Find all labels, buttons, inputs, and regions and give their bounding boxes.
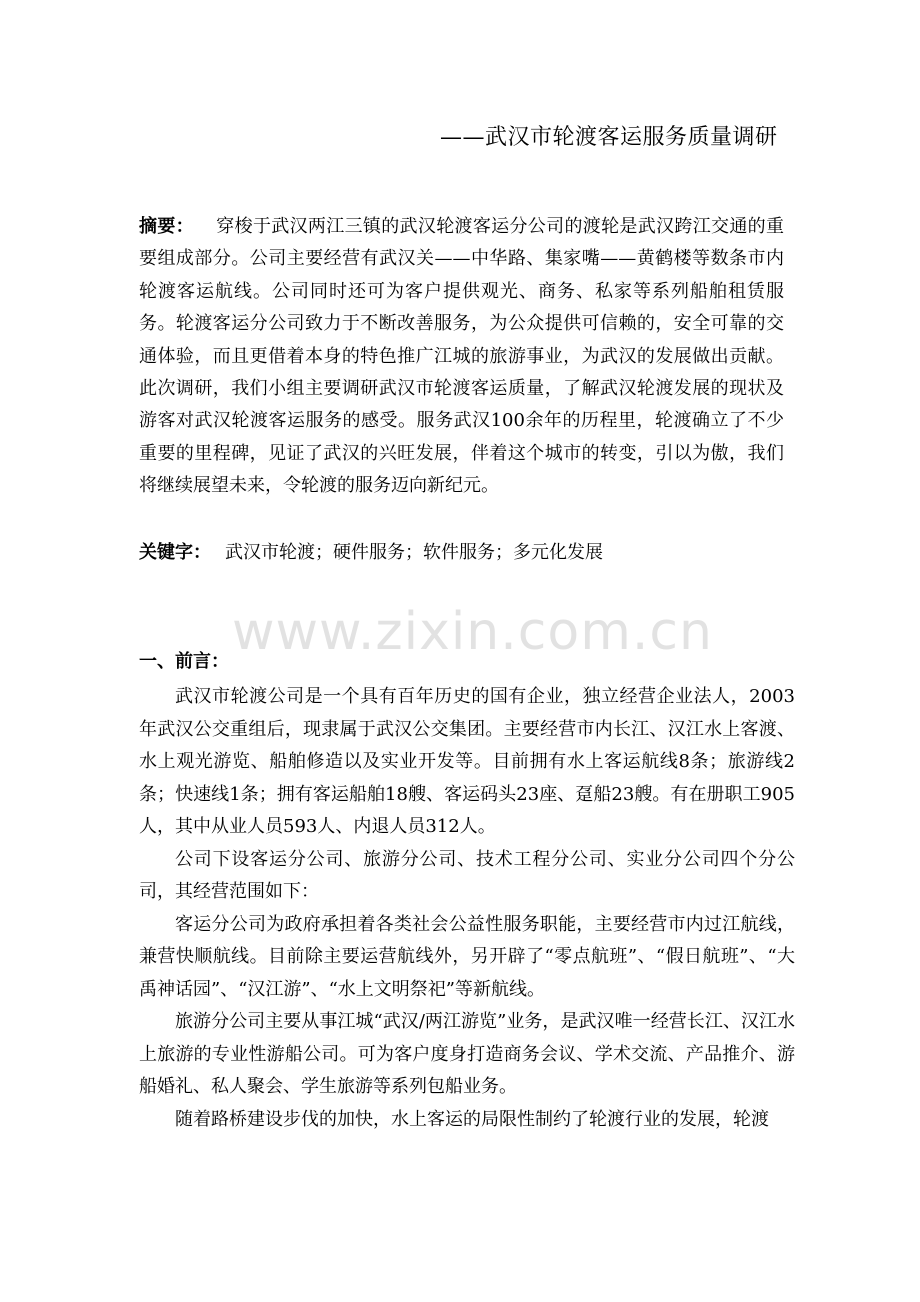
paragraph: 旅游分公司主要从事江城“武汉/两江游览”业务，是武汉唯一经营长江、汉江水上旅游的专业性游船公司。可为客户度身打造商务会议、学术交流、产品推介、游船婚礼、私人聚会、学生旅游等系列包船业务。 [139,1011,795,1097]
abstract [139,211,784,503]
keywords-label: 关键字： [139,542,211,563]
paragraph: 公司下设客运分公司、旅游分公司、技术工程分公司、实业分公司四个分公司，其经营范围如下： [139,848,795,902]
abstract-label: 摘要： [139,216,194,237]
document-subtitle: ——武汉市轮渡客运服务质量调研 [440,125,778,150]
paragraph: 武汉市轮渡公司是一个具有百年历史的国有企业，独立经营企业法人，2003年武汉公交重组后，现隶属于武汉公交集团。主要经营市内长江、汉江水上客渡、水上观光游览、船舶修造以及实业开发等。目前拥有水上客运航线8条；旅游线2条；快速线1条；拥有客运船舶18艘、客运码头23座、趸船23艘。有在册职工905人，其中从业人员593人、内退人员312人。 [139,686,795,837]
watermark: www.zixin.com.cn [232,602,713,662]
keywords [139,537,784,569]
abstract-text: 穿梭于武汉两江三镇的武汉轮渡客运分公司的渡轮是武汉跨江交通的重要组成部分。公司主要经营有武汉关——中华路、集家嘴——黄鹤楼等数条市内轮渡客运航线。公司同时还可为客户提供观光、商务、私家等系列船舶租赁服务。轮渡客运分公司致力于不断改善服务，为公众提供可信赖的，安全可靠的交通体验，而且更借着本身的特色推广江城的旅游事业，为武汉的发展做出贡献。此次调研，我们小组主要调研武汉市轮渡客运质量，了解武汉轮渡发展的现状及游客对武汉轮渡客运服务的感受。服务武汉100余年的历程里，轮渡确立了不少重要的里程碑，见证了武汉的兴旺发展，伴着这个城市的转变，引以为傲，我们将继续展望未来，令轮渡的服务迈向新纪元。 [139,216,785,497]
body-text [139,681,795,1136]
paragraph: 随着路桥建设步伐的加快，水上客运的局限性制约了轮渡行业的发展，轮渡 [175,1108,769,1130]
keywords-text: 武汉市轮渡；硬件服务；软件服务；多元化发展 [225,542,603,563]
paragraph: 客运分公司为政府承担着各类社会公益性服务职能，主要经营市内过江航线，兼营快顺航线。目前除主要运营航线外，另开辟了“零点航班”、“假日航班”、“大禹神话园”、“汉江游”、“水上文明祭祀”等新航线。 [139,913,795,1000]
section-heading-preface: 一、前言： [139,651,229,672]
